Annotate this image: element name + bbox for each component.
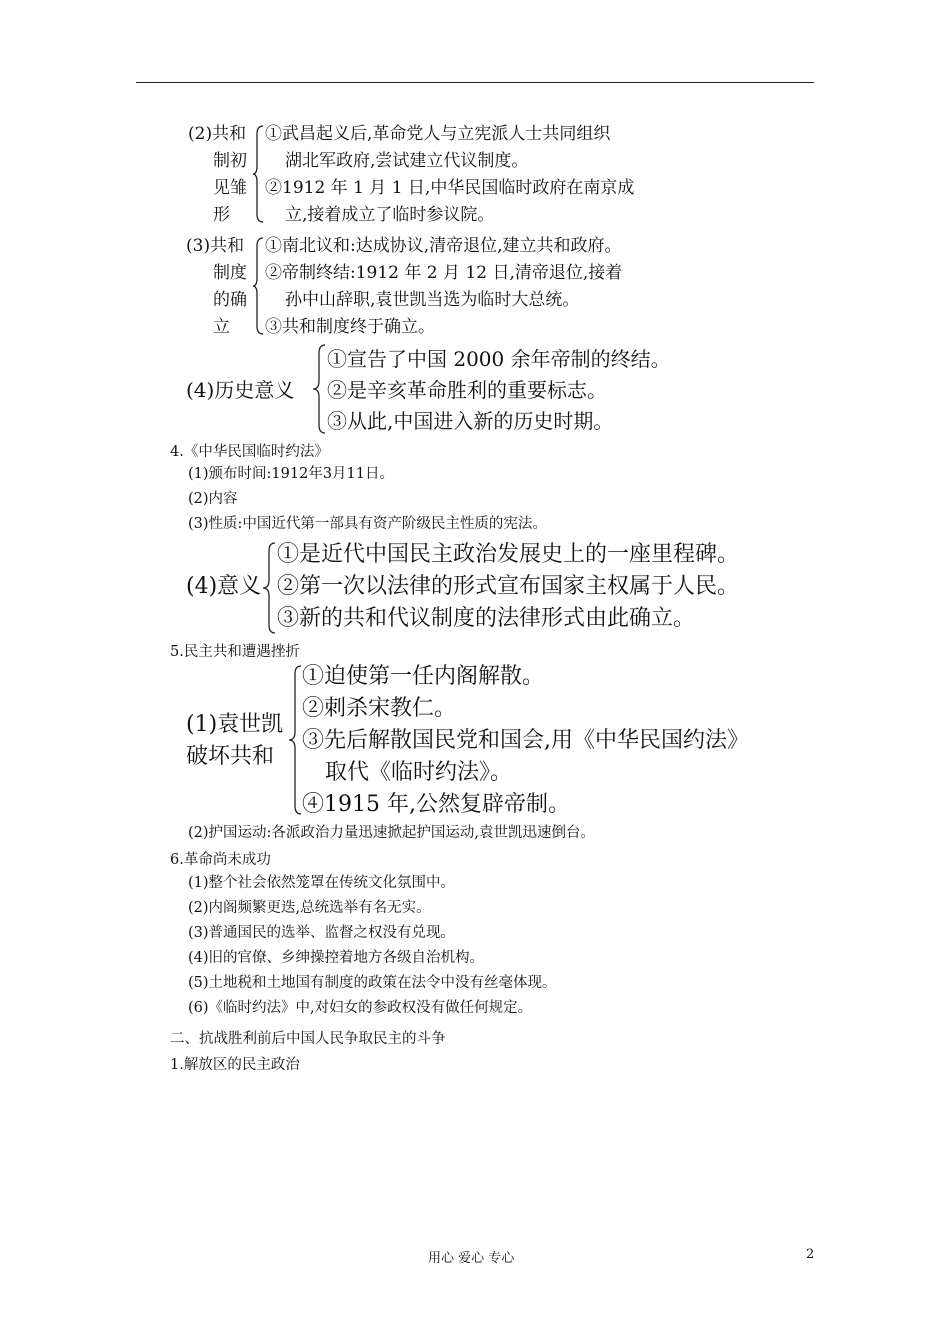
block4-label: (4)历史意义 <box>186 378 295 402</box>
section4-line-3: (3)性质:中国近代第一部具有资产阶级民主性质的宪法。 <box>188 516 547 532</box>
section4-heading: 4.《中华民国临时约法》 <box>170 444 329 460</box>
block3-label-1: (3)共和 <box>186 236 245 256</box>
block3-item-3: ③共和制度终于确立。 <box>265 317 435 337</box>
brace-icon <box>263 541 277 635</box>
brace-icon <box>289 664 303 816</box>
brace-icon <box>313 343 327 435</box>
block2-item-2: ②1912 年 1 月 1 日,中华民国临时政府在南京成 <box>265 178 635 198</box>
section4-meaning-2: ②第一次以法律的形式宣布国家主权属于人民。 <box>277 574 740 599</box>
block2-label-2: 制初 <box>213 151 247 171</box>
block3-item-2: ②帝制终结:1912 年 2 月 12 日,清帝退位,接着 <box>265 263 623 283</box>
block2-item-1: ①武昌起义后,革命党人与立宪派人士共同组织 <box>265 124 611 144</box>
block3-label-3: 的确 <box>213 290 247 310</box>
block4-item-1: ①宣告了中国 2000 余年帝制的终结。 <box>327 347 671 371</box>
part2-subheading: 1.解放区的民主政治 <box>170 1057 300 1073</box>
block4-item-3: ③从此,中国进入新的历史时期。 <box>327 409 614 433</box>
block3-label-4: 立 <box>213 317 230 337</box>
section4-meaning-1: ①是近代中国民主政治发展史上的一座里程碑。 <box>277 542 740 567</box>
section4-line-2: (2)内容 <box>188 491 238 507</box>
brace-icon <box>253 236 265 336</box>
block2-label-3: 见雏 <box>213 178 247 198</box>
section5-item-3-cont: 取代《临时约法》。 <box>325 760 513 785</box>
block3-label-2: 制度 <box>213 263 247 283</box>
header-rule <box>136 82 814 83</box>
block2-item-2-cont: 立,接着成立了临时参议院。 <box>285 205 495 225</box>
section6-item-4: (4)旧的官僚、乡绅操控着地方各级自治机构。 <box>188 950 485 966</box>
block3-item-1: ①南北议和:达成协议,清帝退位,建立共和政府。 <box>265 236 622 256</box>
section5-item-4: ④1915 年,公然复辟帝制。 <box>302 792 570 817</box>
section6-item-3: (3)普通国民的选举、监督之权没有兑现。 <box>188 925 456 941</box>
page-number: 2 <box>806 1247 815 1262</box>
section5-line-2: (2)护国运动:各派政治力量迅速掀起护国运动,袁世凯迅速倒台。 <box>188 825 596 841</box>
section6-item-2: (2)内阁频繁更迭,总统选举有名无实。 <box>188 900 431 916</box>
section6-item-6: (6)《临时约法》中,对妇女的参政权没有做任何规定。 <box>188 1000 533 1016</box>
block3-item-2-cont: 孙中山辞职,袁世凯当选为临时大总统。 <box>285 290 580 310</box>
section6-item-1: (1)整个社会依然笼罩在传统文化氛围中。 <box>188 875 456 891</box>
section4-meaning-label: (4)意义 <box>186 574 262 599</box>
section5-item-3: ③先后解散国民党和国会,用《中华民国约法》 <box>302 728 749 753</box>
brace-icon <box>253 124 265 224</box>
section5-item-2: ②刺杀宋教仁。 <box>302 696 457 721</box>
block2-label-4: 形 <box>213 205 230 225</box>
block4-item-2: ②是辛亥革命胜利的重要标志。 <box>327 378 607 402</box>
footer-motto: 用心 爱心 专心 <box>428 1251 515 1266</box>
section5-label-1: (1)袁世凯 <box>186 712 284 737</box>
part2-heading: 二、抗战胜利前后中国人民争取民主的斗争 <box>170 1031 446 1047</box>
section6-item-5: (5)土地税和土地国有制度的政策在法令中没有丝毫体现。 <box>188 975 557 991</box>
section4-meaning-3: ③新的共和代议制度的法律形式由此确立。 <box>277 606 696 631</box>
block2-label-1: (2)共和 <box>188 124 247 144</box>
section4-line-1: (1)颁布时间:1912年3月11日。 <box>188 466 395 482</box>
section5-heading: 5.民主共和遭遇挫折 <box>170 644 300 660</box>
section5-item-1: ①迫使第一任内阁解散。 <box>302 664 545 689</box>
block2-item-1-cont: 湖北军政府,尝试建立代议制度。 <box>285 151 529 171</box>
section6-heading: 6.革命尚未成功 <box>170 852 271 868</box>
section5-label-2: 破坏共和 <box>186 744 275 769</box>
